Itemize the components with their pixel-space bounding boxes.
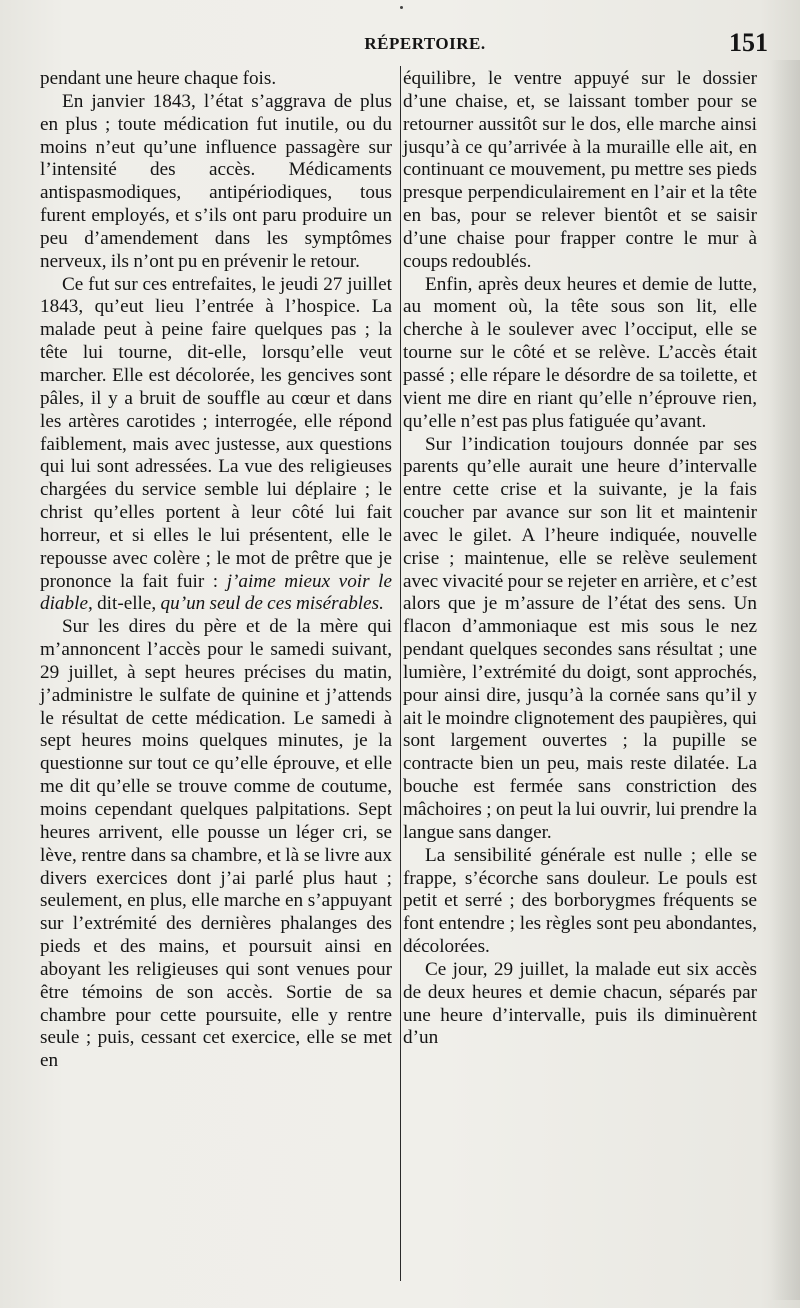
paragraph-text: En janvier 1843, l’état s’aggrava de plus en plus ; toute médication fut inutile, ou du moins n’eut qu’une influence passagère sur l’intensité des accès. Médicaments antispasmodiques, antipériodiques, tous furent employés, et s’ils ont paru produire un peu d’amendement dans les symptômes nerveux, ils n’ont pu en prévenir le retour. [40, 90, 392, 272]
paragraph [403, 274, 757, 434]
paragraph-text: dit-elle, [97, 593, 157, 615]
paragraph [403, 434, 757, 845]
paragraph-text: pendant une heure chaque fois. [40, 68, 277, 89]
paragraph [403, 959, 757, 1050]
paragraph [40, 274, 392, 617]
paragraph [40, 616, 392, 1073]
left-column [40, 68, 392, 1073]
print-speck [400, 6, 403, 9]
page-number: 151 [729, 28, 768, 57]
paragraph-text: Sur l’indication toujours donnée par ses parents qu’elle aurait une heure d’intervalle entre cette crise et la suivante, je la fais coucher par avance sur son lit et maintenir avec le gilet. A l’heure indiquée, nouvelle crise ; maintenue, elle se relève seulement avec vivacité pour se rejeter en arrière, et c’est alors que je m’assure de l’état des sens. Un flacon d’ammoniaque est mis sous le nez pendant quelques secondes sans résultat ; une lumière, l’extrémité du doigt, sont approchés, pour ainsi dire, jusqu’à la cornée sans qu’il y ait le moindre clignotement des paupières, qui sont largement ouvertes ; la pupille se contracte bien un peu, mais reste dilatée. La bouche est fermée sans constriction des mâchoires ; on peut la lui ouvrir, lui prendre la langue sans danger. [403, 433, 757, 843]
paragraph [40, 68, 392, 91]
italic-quote: qu’un seul de ces misérables. [160, 593, 384, 615]
column-rule [400, 66, 401, 1281]
paragraph-text: équilibre, le ventre appuyé sur le dossier d’une chaise, et, se laissant tomber pour se retourner aussitôt sur le dos, elle marche ainsi jusqu’à ce qu’arrivée à la muraille elle ait, en continuant ce mouvement, pu mettre ses pieds presque perpendiculairement en l’air et la tête en bas, pour se relever bientôt et se saisir d’une chaise pour frapper contre le mur à coups redoublés. [403, 68, 757, 272]
paragraph [403, 68, 757, 274]
running-title: RÉPERTOIRE. [364, 34, 486, 53]
paragraph [40, 91, 392, 274]
paragraph-text: Sur les dires du père et de la mère qui m’annoncent l’accès pour le samedi suivant, 29 juillet, à sept heures précises du matin, j’administre le sulfate de quinine et j’attends le résultat de cette médication. Le samedi à sept heures moins quelques minutes, je la questionne sur tout ce qu’elle éprouve, et elle me dit qu’elle se trouve comme de coutume, moins cependant quelques palpitations. Sept heures arrivent, elle pousse un léger cri, se lève, rentre dans sa chambre, et là se livre aux divers exercices dont j’ai parlé plus haut ; seulement, en plus, elle marche en s’appuyant sur l’extrémité des dernières phalanges des pieds et des mains, et poursuit ainsi en aboyant les religieuses qui sont venues pour être témoins de son accès. Sortie de sa chambre pour cette poursuite, elle y rentre seule ; puis, cessant cet exercice, elle se met en [40, 616, 392, 1072]
page-header [40, 22, 780, 57]
italic-quote: j’aime mieux voir le diable, [40, 570, 393, 615]
right-column [403, 68, 757, 1050]
paragraph-text: La sensibilité générale est nulle ; elle se frappe, s’écorche sans douleur. Le pouls est petit et serré ; des borborygmes fréquents se font entendre ; les règles sont peu abondantes, décolorées. [403, 844, 757, 958]
page-edge-shadow [770, 60, 800, 1300]
paragraph-text: Ce jour, 29 juillet, la malade eut six accès de deux heures et demie chacun, séparés par une heure d’intervalle, puis ils diminuèrent d’un [403, 958, 757, 1049]
paragraph [403, 845, 757, 959]
paragraph-text: Enfin, après deux heures et demie de lutte, au moment où, la tête sous son lit, elle cherche à le soulever avec l’occiput, elle se tourne sur le côté et se relève. L’accès était passé ; elle répare le désordre de sa toilette, et vient me dire en riant qu’elle n’éprouve rien, qu’elle n’est pas plus fatiguée qu’avant. [403, 273, 757, 432]
paragraph-text: Ce fut sur ces entrefaites, le jeudi 27 juillet 1843, qu’eut lieu l’entrée à l’hospice. La malade peut à peine faire quelques pas ; la tête lui tourne, dit-elle, lorsqu’elle veut marcher. Elle est décolorée, les gencives sont pâles, il y a bruit de souffle au cœur et dans les artères carotides ; interrogée, elle répond faiblement, mais avec justesse, aux questions qui lui sont adressées. La vue des religieuses chargées du service semble lui déplaire ; le christ qu’elles portent à leur côté lui fait horreur, et si elles le lui présentent, elle le repousse avec colère ; le mot de prêtre que je prononce la fait fuir : [40, 273, 392, 592]
